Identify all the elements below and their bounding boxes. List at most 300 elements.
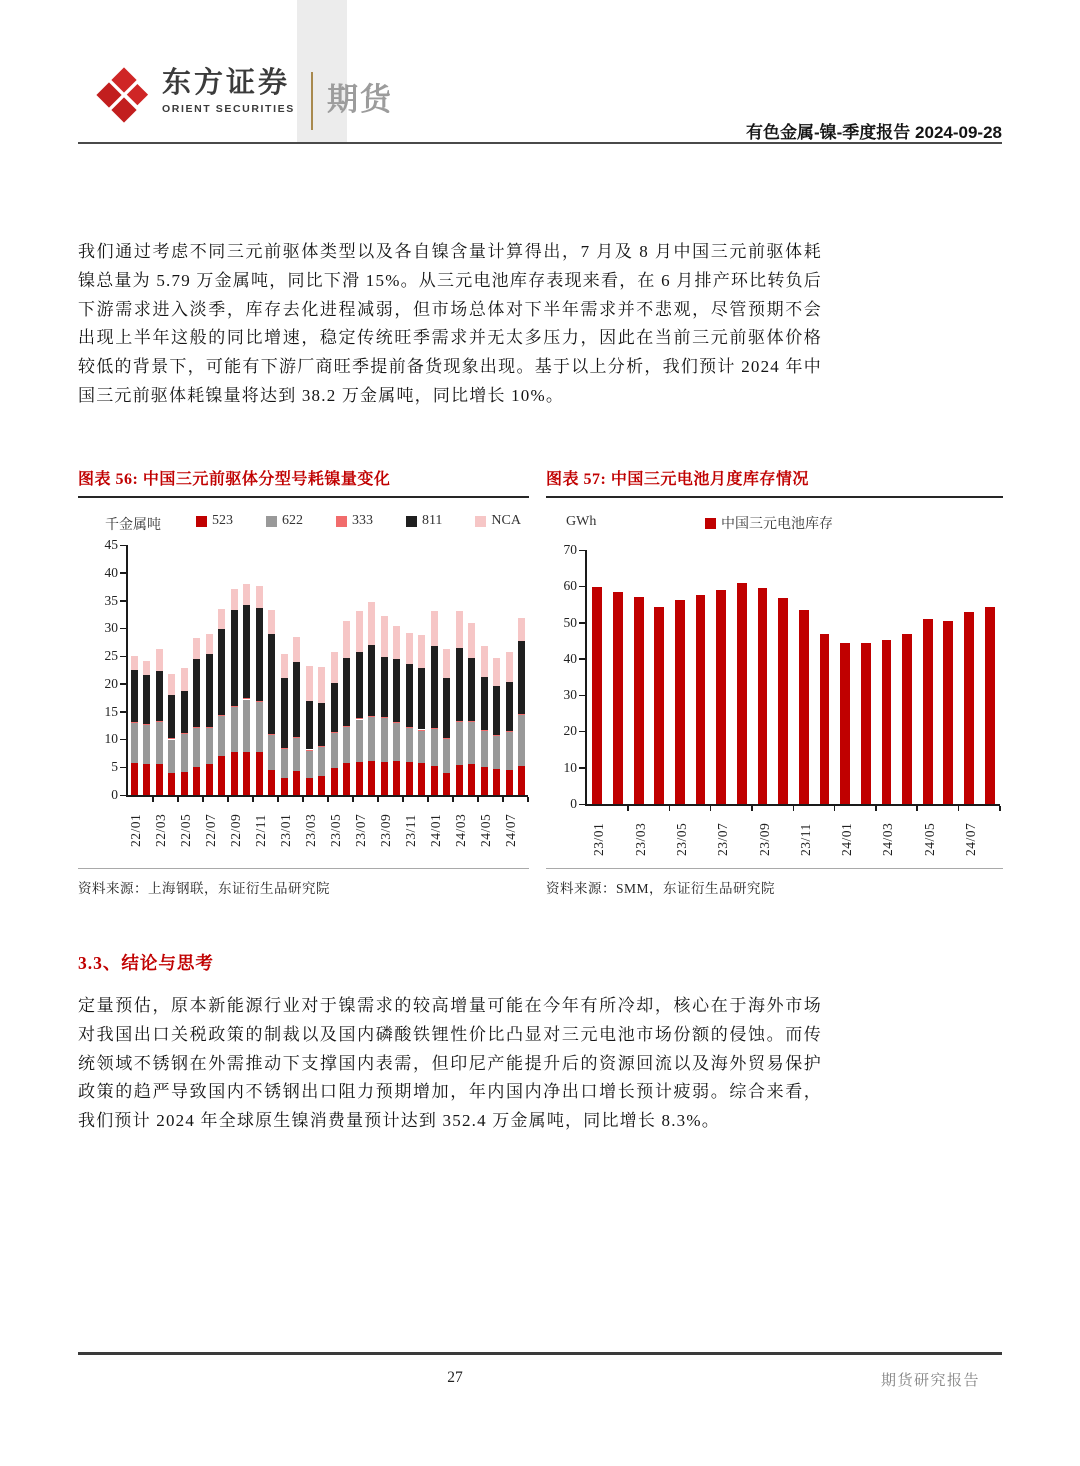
bar-segment [218,715,225,716]
bar-segment [181,772,188,795]
bar-segment [418,730,425,731]
x-tick [427,797,429,802]
legend-label: 622 [281,513,303,528]
bar-segment [381,762,388,795]
bar-segment [281,749,288,778]
bar-segment [431,728,438,729]
bar-segment [231,707,238,751]
y-tick [579,622,585,624]
bar-segment [281,748,288,749]
bar-segment [343,763,350,795]
x-axis-label: 24/07 [963,822,978,856]
x-axis-label: 24/05 [478,813,494,847]
source-note: 资料来源：上海钢联，东证衍生品研究院 [78,881,330,896]
x-axis-label: 23/01 [591,822,607,856]
x-tick [834,806,836,811]
bar-segment [923,619,933,804]
bar-segment [506,652,513,683]
bar-segment [393,722,400,723]
bar-segment [131,656,138,670]
y-unit-label: GWh [566,514,597,529]
bar-segment [256,752,263,795]
bar-segment [418,635,425,668]
y-axis-label: 0 [111,787,118,802]
bar-segment [493,735,500,736]
legend-item [406,513,442,529]
x-axis-label: 23/09 [378,813,394,847]
legend-swatch [196,516,207,527]
bar-segment [306,751,313,779]
x-axis-label: 22/09 [228,813,244,847]
legend-label: 333 [351,513,373,528]
source-note: 资料来源：SMM，东证衍生品研究院 [546,881,776,896]
bar-segment [356,720,363,762]
header-gray-strip [297,0,347,143]
brand-name: 东方证券 [162,67,291,99]
bar-segment [268,634,275,734]
bar-segment [293,738,300,771]
bar-segment [393,626,400,659]
header-rule [78,142,1002,144]
bar-segment [293,737,300,738]
bar-segment [675,600,685,804]
brand-subtitle: ORIENT SECURITIES [162,103,295,115]
bar-segment [799,610,809,804]
bar-segment [406,762,413,795]
bar-segment [506,731,513,732]
plot-area [104,537,528,847]
bar-segment [231,610,238,706]
bar-segment [206,634,213,654]
x-tick [958,806,960,811]
y-axis-label: 50 [563,614,577,630]
y-tick [579,731,585,733]
bar-segment [456,648,463,720]
report-label: 有色金属-镍-季度报告 2024-09-28 [745,123,1002,142]
bar-segment [143,661,150,675]
bar-segment [306,778,313,795]
bar-segment [393,659,400,722]
bar-segment [281,678,288,747]
bar-segment [356,718,363,719]
bar-segment [518,714,525,715]
bar-segment [243,700,250,752]
bar-segment [861,643,871,804]
bar-segment [778,598,788,805]
bar-segment [131,722,138,723]
bar-segment [468,623,475,658]
bar-segment [443,738,450,739]
x-tick [793,806,795,811]
x-axis-label: 23/05 [673,822,689,856]
x-tick [377,797,379,802]
bar-segment [493,769,500,795]
bar-segment [156,764,163,795]
x-axis-label: 23/09 [756,822,772,856]
legend-swatch [475,516,486,527]
bar-segment [716,590,726,804]
bar-segment [256,701,263,702]
x-tick [710,806,712,811]
legend-item [196,513,233,529]
bar-segment [902,634,912,805]
bar-segment [431,646,438,728]
x-tick [916,806,918,811]
footer-rule [78,1352,1002,1355]
bar-segment [181,733,188,734]
bar-segment [481,677,488,730]
bar-segment [343,658,350,726]
bar-segment [306,750,313,751]
x-tick [177,797,179,802]
x-axis-label: 22/11 [253,814,269,847]
bar-segment [696,595,706,804]
x-tick [751,806,753,811]
bar-segment [634,597,644,804]
bar-segment [431,729,438,766]
y-axis-label: 35 [104,592,118,608]
bar-segment [168,674,175,695]
bar-segment [368,761,375,795]
bar-segment [343,727,350,763]
source-divider [78,868,529,869]
bar-segment [306,701,313,749]
y-axis-label: 45 [104,537,118,552]
bar-segment [168,740,175,773]
y-axis-label: 15 [104,703,118,719]
bar-segment [456,611,463,648]
bar-segment [592,587,602,804]
x-tick [502,797,504,802]
x-tick [627,806,629,811]
bar-segment [468,722,475,764]
bar-segment [468,764,475,795]
bar-segment [231,706,238,707]
y-axis-label: 30 [563,687,577,703]
bar-segment [231,752,238,795]
figure-57 [546,466,1003,912]
bar-segment [381,717,388,718]
bar-segment [481,730,488,731]
division-label: 期货 [327,82,393,117]
bar-segment [293,662,300,737]
x-tick [477,797,479,802]
bar-segment [456,722,463,765]
bar-segment [193,728,200,767]
y-axis-label: 5 [111,759,118,775]
y-unit-label: 千金属吨 [105,518,161,533]
x-tick [402,797,404,802]
bar-segment [143,725,150,764]
bar-segment [406,664,413,727]
y-axis-label: 30 [104,620,118,636]
bar-segment [181,691,188,733]
bar-segment [381,718,388,762]
x-axis-label: 24/03 [453,813,469,847]
bar-segment [143,764,150,795]
y-axis-label: 10 [104,731,118,747]
x-axis-label: 23/03 [303,813,319,847]
x-tick [669,806,671,811]
bar-segment [406,728,413,761]
bar-segment [406,633,413,664]
bar-segment [206,654,213,727]
y-tick [579,658,585,660]
bar-segment [882,640,892,804]
x-tick [452,797,454,802]
body-paragraph-2: 定量预估，原本新能源行业对于镍需求的较高增量可能在今年有所冷却，核心在于海外市场对我国出口关税政策的制裁以及国内磷酸铁锂性价比凸显对三元电池市场份额的侵蚀。而传统领域不锈钢在外需推动下支撑国内表需，但印尼产能提升后的资源回流以及海外贸易保护政策的趋严导致国内不锈钢出口阻力预期增加，年内国内净出口增长预计疲弱。综合来看，我们预计 2024 年全球原生镍消费量预计达到 352.4 万金属吨，同比增长 8.3%。 [78,996,822,1131]
bar-segment [156,671,163,722]
body-paragraph-1: 我们通过考虑不同三元前驱体类型以及各自镍含量计算得出，7 月及 8 月中国三元前驱体耗镍总量为 5.79 万金属吨，同比下滑 15%。从三元电池库存表现来看，在 6 月排产环比转负后下游需求进入淡季，库存去化进程减弱，但市场总体对下半年需求并不悲观，尽管预期不会出现上半年这般的同比增速，稳定传统旺季需求并无太多压力，因此在当前三元前驱体价格较低的背景下，可能有下游厂商旺季提前备货现象出现。基于以上分析，我们预计 2024 年中国三元前驱体耗镍量将达到 38.2 万金属吨，同比增长 10%。 [78,242,822,405]
bar-segment [443,773,450,795]
bar-segment [431,766,438,795]
x-axis-label: 24/07 [503,813,519,847]
legend-label: 523 [212,513,233,528]
y-tick [579,550,585,552]
bar-segment [493,658,500,686]
x-axis-label: 22/01 [128,813,144,847]
brand-text [162,66,295,115]
y-tick [120,572,126,574]
bar-segment [468,658,475,721]
x-tick [277,797,279,802]
bar-segment [268,610,275,634]
bar-segment [518,766,525,795]
legend-swatch [705,518,716,529]
bar-segment [418,731,425,764]
legend-label: NCA [491,513,521,528]
bar-segment [493,736,500,769]
x-axis-label: 23/03 [632,822,648,856]
bar-segment [281,654,288,678]
bar-segment [418,668,425,730]
bar-segment [293,771,300,795]
legend-swatch [336,516,347,527]
bar-segment [331,683,338,732]
x-tick [327,797,329,802]
bar-segment [318,747,325,776]
bar-segment [218,629,225,715]
y-tick [120,600,126,602]
x-axis-label: 23/01 [278,813,294,847]
bar-segment [393,723,400,761]
bar-segment [206,727,213,728]
bar-segment [143,675,150,724]
orient-securities-logo-icon [96,66,152,124]
bar-segment [431,611,438,647]
bar-segment [331,652,338,683]
bar-segment [758,588,768,804]
legend-item [336,513,373,529]
y-tick [579,767,585,769]
bar-segment [468,721,475,722]
bar-segment [481,731,488,767]
bar-segment [181,668,188,690]
legend-item [266,513,303,529]
x-tick [152,797,154,802]
x-tick [352,797,354,802]
legend-label: 811 [421,513,443,528]
x-axis-label: 24/01 [428,813,444,847]
x-axis-label: 23/11 [403,814,419,847]
bar-segment [131,670,138,722]
page-number: 27 [447,1369,463,1386]
figure-56-title: 图表 56: 中国三元前驱体分型号耗镍量变化 [78,466,529,498]
chart-legend [196,513,521,529]
x-axis-label: 23/07 [715,822,731,856]
bar-segment [268,735,275,770]
legend-swatch [406,516,417,527]
section-heading: 3.3、结论与思考 [78,953,214,973]
bar-segment [243,584,250,605]
bar-segment [243,698,250,699]
bar-segment [506,732,513,770]
bar-segment [343,621,350,658]
x-tick [302,797,304,802]
bar-segment [368,717,375,761]
x-tick [875,806,877,811]
bar-segment [418,763,425,795]
chart-legend [705,513,833,533]
bar-segment [456,721,463,722]
bar-segment [654,607,664,804]
bar-segment [193,638,200,659]
bar-segment [356,652,363,719]
bar-segment [231,589,238,610]
bar-segment [331,733,338,767]
bar-segment [218,609,225,629]
x-axis-label: 22/05 [178,813,194,847]
y-tick [120,656,126,658]
x-tick [227,797,229,802]
bar-segment [393,761,400,795]
legend-item [475,513,521,529]
bar-segment [193,767,200,795]
bar-segment [256,586,263,608]
bar-segment [840,643,850,804]
bar-segment [381,616,388,657]
bar-segment [506,682,513,731]
y-axis-label: 20 [563,723,577,739]
bar-segment [243,605,250,698]
bar-segment [356,762,363,795]
bar-segment [368,602,375,645]
bar-segment [443,678,450,737]
bar-segment [206,764,213,795]
x-tick [999,806,1001,811]
y-tick [120,711,126,713]
bar-segment [181,734,188,772]
x-axis-label: 23/11 [797,823,813,856]
y-tick [120,767,126,769]
y-tick [120,739,126,741]
y-tick [579,586,585,588]
bar-segment [131,763,138,795]
y-tick [120,683,126,685]
bar-segment [318,667,325,703]
bar-segment [456,765,463,795]
bar-segment [168,695,175,738]
bar-segment [256,702,263,752]
bar-segment [318,746,325,747]
legend-item [705,513,833,533]
y-axis-label: 20 [104,675,118,691]
legend-swatch [266,516,277,527]
bar-segment [493,686,500,735]
bar-segment [268,770,275,795]
x-axis-label: 22/03 [153,813,169,847]
footer-label: 期货研究报告 [880,1373,980,1389]
logo-divider-line [311,72,313,130]
bar-segment [156,649,163,671]
bar-segment [193,727,200,728]
y-tick [120,795,126,797]
bar-segment [156,721,163,722]
bar-segment [481,646,488,677]
bar-segment [518,715,525,766]
y-axis-label: 60 [563,578,577,594]
x-axis-label: 22/07 [203,813,219,847]
y-axis-label: 10 [563,759,577,775]
bar-segment [243,752,250,795]
y-tick [579,695,585,697]
bar-segment [820,634,830,804]
x-tick [202,797,204,802]
bar-segment [443,739,450,773]
figure-57-chart-head [546,512,1003,534]
bar-segment [156,722,163,764]
bar-segment [737,583,747,804]
figures-row [78,466,1002,912]
bar-segment [206,728,213,764]
x-tick [252,797,254,802]
bar-segment [331,732,338,733]
y-axis-label: 70 [563,542,577,557]
bar-segment [306,666,313,702]
bar-segment [964,612,974,804]
bar-segment [506,770,513,795]
plot-area [563,542,1000,856]
bar-segment [368,645,375,716]
bar-segment [318,776,325,795]
bar-segment [168,738,175,739]
bar-segment [268,734,275,735]
bar-segment [218,756,225,795]
x-tick [527,797,529,802]
bar-segment [256,608,263,701]
x-axis-label: 24/01 [839,822,855,856]
bar-segment [293,637,300,661]
bar-segment [356,611,363,652]
bar-segment [168,773,175,795]
x-axis-label: 23/05 [328,813,344,847]
figure-56 [78,466,529,912]
bar-segment [318,703,325,746]
y-axis-label: 40 [104,564,118,580]
bar-segment [518,618,525,641]
source-divider [546,868,1003,869]
bar-segment [193,659,200,727]
figure-56-chart-head [78,512,529,534]
x-axis-label: 23/07 [353,813,369,847]
bar-segment [985,607,995,804]
y-axis-label: 40 [563,650,577,666]
bar-segment [143,724,150,725]
bar-segment [406,727,413,728]
bar-segment [281,778,288,795]
bar-segment [443,649,450,678]
bar-segment [381,657,388,717]
